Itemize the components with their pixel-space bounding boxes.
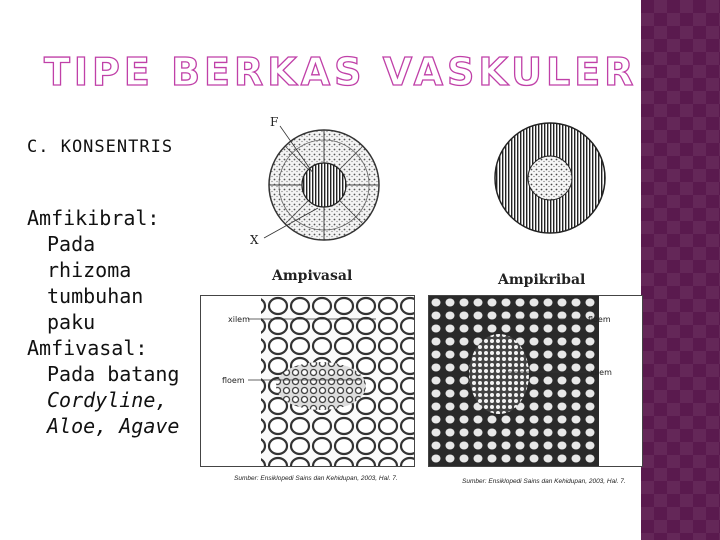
amfivasal-term: Amfivasal: <box>27 336 148 360</box>
amphivasal-schematic-diagram <box>258 118 398 253</box>
decorative-side-band <box>641 0 720 540</box>
amphicribral-schematic-diagram <box>490 118 615 243</box>
amfikibral-line-4: paku <box>47 310 96 334</box>
amfikibral-line-2: rhizoma <box>47 258 132 282</box>
left-label-floem: floem <box>222 376 245 385</box>
amfikibral-term: Amfikibral: <box>27 206 160 230</box>
slide-title: TIPE BERKAS VASKULER <box>44 50 638 94</box>
body-text <box>27 205 217 439</box>
panel-title-ampivasal: Ampivasal <box>272 268 353 284</box>
subheading: C. KONSENTRIS <box>27 137 174 157</box>
right-label-xilem: xilem <box>590 368 612 377</box>
amfikibral-line-3: tumbuhan <box>47 284 144 308</box>
diagram-label-f: F <box>270 115 279 129</box>
source-caption-right: Sumber: Ensiklopedi Sains dan Kehidupan, 2003, Hal. 7. <box>462 478 626 485</box>
diagram-label-x: X <box>250 233 259 247</box>
amfivasal-line-2: Cordyline, <box>47 388 168 412</box>
right-pointer-lines <box>495 312 587 382</box>
source-caption-left: Sumber: Ensiklopedi Sains dan Kehidupan, 2003, Hal. 7. <box>234 475 398 482</box>
amfivasal-line-3: Aloe, Agave <box>47 414 180 438</box>
amfikibral-line-1: Pada <box>47 232 96 256</box>
left-label-xilem: xilem <box>228 315 250 324</box>
right-label-floem: floem <box>588 315 611 324</box>
left-pointer-lines <box>248 312 388 392</box>
amfivasal-line-1: Pada batang <box>47 362 180 386</box>
panel-title-ampikribal: Ampikribal <box>498 272 586 288</box>
